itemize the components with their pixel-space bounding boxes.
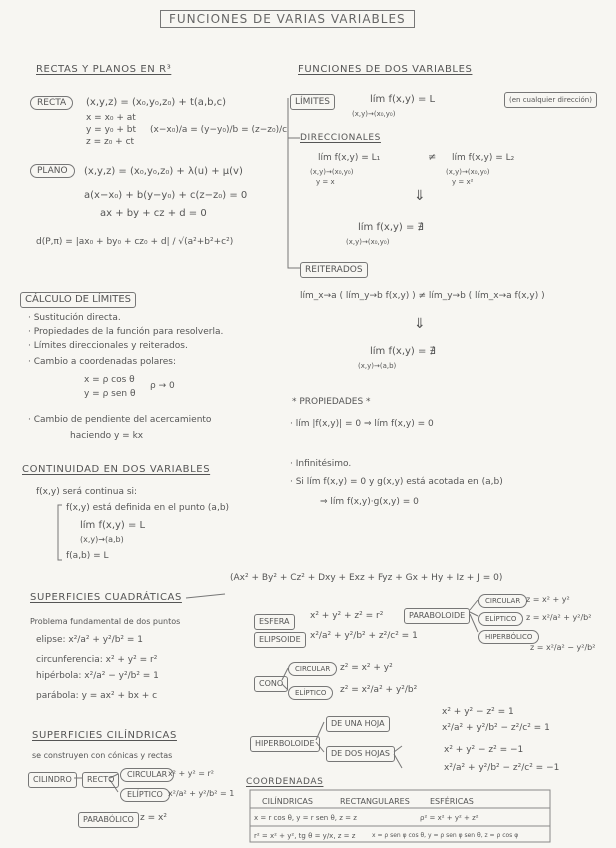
limit-definition-sub: (x,y)→(x₀,y₀) (352, 110, 396, 118)
superficies-cuadraticas-heading: SUPERFICIES CUADRÁTICAS (30, 592, 182, 603)
cilindro-tag: CILINDRO (28, 772, 77, 788)
limites-tag: LÍMITES (290, 94, 335, 110)
rectas-planos-heading: RECTAS Y PLANOS EN R³ (36, 64, 172, 75)
calc-method-4: · Cambio a coordenadas polares: (28, 357, 176, 367)
coord-cilindricas-header: CILÍNDRICAS (262, 797, 313, 806)
elipsoide-eq: x²/a² + y²/b² + z²/c² = 1 (310, 631, 418, 641)
iterated-limits: lím_x→a ( lím_y→b f(x,y) ) ≠ lím_y→b ( lím_x→a f(x,y) ) (300, 291, 545, 301)
calc-method-2: · Propiedades de la función para resolverla. (28, 327, 224, 337)
plano-equation: (x,y,z) = (x₀,y₀,z₀) + λ(u) + μ(v) (84, 166, 243, 177)
directional-neq: ≠ (428, 152, 437, 163)
recta-tag: RECTA (30, 96, 73, 110)
distance-point-plane: d(P,π) = |ax₀ + by₀ + cz₀ + d| / √(a²+b²+c²) (36, 237, 234, 247)
limit-note: (en cualquier dirección) (504, 92, 597, 108)
limit-not-exists-1: lím f(x,y) = ∄ (358, 222, 424, 233)
directional-limit-2-sub: (x,y)→(x₀,y₀) (446, 168, 490, 176)
paraboloide-hiperbolico-eq: z = x²/a² − y²/b² (530, 643, 596, 652)
limit-definition: lím f(x,y) = L (370, 94, 436, 105)
direccionales-tag: DIRECCIONALES (300, 133, 381, 143)
property-1: · lím |f(x,y)| = 0 ⇒ lím f(x,y) = 0 (290, 419, 434, 429)
recta-param-y: y = y₀ + bt (86, 125, 137, 135)
plano-equation-general: a(x−x₀) + b(y−y₀) + c(z−z₀) = 0 (84, 190, 248, 201)
limit-not-exists-2-sub: (x,y)→(a,b) (358, 362, 397, 370)
conic-elipse: elipse: x²/a² + y²/b² = 1 (36, 635, 143, 645)
coord-esfericas-header: ESFÉRICAS (430, 797, 474, 806)
coordenadas-heading: COORDENADAS (246, 777, 324, 787)
polar-y: y = ρ sen θ (84, 389, 136, 399)
polar-x: x = ρ cos θ (84, 375, 135, 385)
cilindro-parabolico-eq: z = x² (140, 813, 167, 823)
cilindro-eliptico-eq: x²/a² + y²/b² = 1 (168, 789, 235, 798)
coord-row-1a: x = r cos θ, y = r sen θ, z = z (254, 814, 357, 822)
paraboloide-tag: PARABOLOIDE (404, 608, 470, 624)
calc-method-5: · Cambio de pendiente del acercamiento (28, 415, 212, 425)
cono-eliptico-tag: ELÍPTICO (288, 686, 333, 700)
cont-condition-2-sub: (x,y)→(a,b) (80, 535, 124, 544)
implies-arrow-2: ⇓ (414, 316, 426, 332)
property-3: · Si lím f(x,y) = 0 y g(x,y) está acotada en (a,b) (290, 477, 503, 487)
paraboloide-hiperbolico-tag: HIPERBÓLICO (478, 630, 539, 644)
directional-limit-2: lím f(x,y) = L₂ (452, 153, 515, 163)
cilindro-parabolico-tag: PARABÓLICO (78, 812, 139, 828)
cono-eliptico-eq: z² = x²/a² + y²/b² (340, 685, 418, 695)
hiperboloide-dos-hojas-tag: DE DOS HOJAS (326, 746, 395, 762)
coord-rectangulares-header: RECTANGULARES (340, 797, 410, 806)
hiperboloide-dos-eq2: x²/a² + y²/b² − z²/c² = −1 (444, 763, 560, 773)
elipsoide-tag: ELIPSOIDE (254, 632, 306, 648)
conic-circunferencia: circunferencia: x² + y² = r² (36, 655, 158, 665)
plano-equation-cartesian: ax + by + cz + d = 0 (100, 208, 207, 219)
cono-tag: CONO (254, 676, 288, 692)
cont-condition-2: lím f(x,y) = L (80, 520, 146, 531)
cilindro-circular-tag: CIRCULAR (120, 768, 174, 782)
funciones-dos-variables-heading: FUNCIONES DE DOS VARIABLES (298, 64, 473, 75)
paraboloide-circular-eq: z = x² + y² (526, 595, 570, 604)
directional-limit-1-sub: (x,y)→(x₀,y₀) (310, 168, 354, 176)
coord-row-1b: ρ² = x² + y² + z² (420, 814, 479, 822)
cil-note: se construyen con cónicas y rectas (32, 751, 173, 760)
hiperboloide-tag: HIPERBOLOIDE (250, 736, 320, 752)
calc-method-6: haciendo y = kx (70, 431, 144, 441)
property-2: · Infinitésimo. (290, 459, 352, 469)
reiterados-tag: REITERADOS (300, 262, 368, 278)
directional-limit-1: lím f(x,y) = L₁ (318, 153, 381, 163)
conic-hiperbola: hipérbola: x²/a² − y²/b² = 1 (36, 671, 159, 681)
hiperboloide-una-eq1: x² + y² − z² = 1 (442, 707, 514, 717)
esfera-eq: x² + y² + z² = r² (310, 611, 384, 621)
limit-not-exists-2: lím f(x,y) = ∄ (370, 346, 436, 357)
cilindro-eliptico-tag: ELÍPTICO (120, 788, 170, 802)
cono-circular-tag: CIRCULAR (288, 662, 337, 676)
limit-not-exists-1-sub: (x,y)→(x₀,y₀) (346, 238, 390, 246)
propiedades-heading: * PROPIEDADES * (292, 397, 371, 407)
sup-note: Problema fundamental de dos puntos (30, 617, 181, 626)
coord-row-2b: x = ρ sen φ cos θ, y = ρ sen φ sen θ, z = ρ cos φ (372, 832, 519, 839)
paraboloide-circular-tag: CIRCULAR (478, 594, 527, 608)
directional-limit-1-sub2: y = x (316, 178, 335, 186)
plano-tag: PLANO (30, 164, 75, 178)
quadric-general-equation: (Ax² + By² + Cz² + Dxy + Exz + Fyz + Gx + Hy + Iz + J = 0) (230, 573, 503, 583)
hiperboloide-una-hoja-tag: DE UNA HOJA (326, 716, 390, 732)
recta-symmetric: (x−x₀)/a = (y−y₀)/b = (z−z₀)/c (150, 125, 288, 135)
continuidad-heading: CONTINUIDAD EN DOS VARIABLES (22, 464, 211, 475)
implies-arrow-1: ⇓ (414, 188, 426, 204)
cilindro-circular-eq: x² + y² = r² (168, 769, 214, 778)
hiperboloide-una-eq2: x²/a² + y²/b² − z²/c² = 1 (442, 723, 550, 733)
coord-row-2a: r² = x² + y², tg θ = y/x, z = z (254, 832, 356, 840)
conic-parabola: parábola: y = ax² + bx + c (36, 691, 158, 701)
directional-limit-2-sub2: y = x² (452, 178, 474, 186)
calc-method-1: · Sustitución directa. (28, 313, 121, 323)
paraboloide-eliptico-eq: z = x²/a² + y²/b² (526, 613, 592, 622)
polar-rho: ρ → 0 (150, 381, 175, 391)
esfera-tag: ESFERA (254, 614, 295, 630)
calculo-limites-heading: CÁLCULO DE LÍMITES (20, 292, 136, 308)
hiperboloide-dos-eq1: x² + y² − z² = −1 (444, 745, 524, 755)
cono-circular-eq: z² = x² + y² (340, 663, 393, 673)
cont-condition-3: f(a,b) = L (66, 551, 109, 561)
recta-param-x: x = x₀ + at (86, 113, 136, 123)
cilindro-recto-tag: RECTO (82, 772, 119, 788)
paraboloide-eliptico-tag: ELÍPTICO (478, 612, 523, 626)
cont-condition-intro: f(x,y) será continua si: (36, 487, 138, 497)
property-4: ⇒ lím f(x,y)·g(x,y) = 0 (320, 497, 419, 507)
page-title: FUNCIONES DE VARIAS VARIABLES (160, 10, 415, 28)
recta-equation: (x,y,z) = (x₀,y₀,z₀) + t(a,b,c) (86, 97, 227, 108)
superficies-cilindricas-heading: SUPERFICIES CILÍNDRICAS (32, 730, 177, 741)
recta-param-z: z = z₀ + ct (86, 137, 135, 147)
cont-condition-1: f(x,y) está definida en el punto (a,b) (66, 503, 230, 513)
calc-method-3: · Límites direccionales y reiterados. (28, 341, 188, 351)
